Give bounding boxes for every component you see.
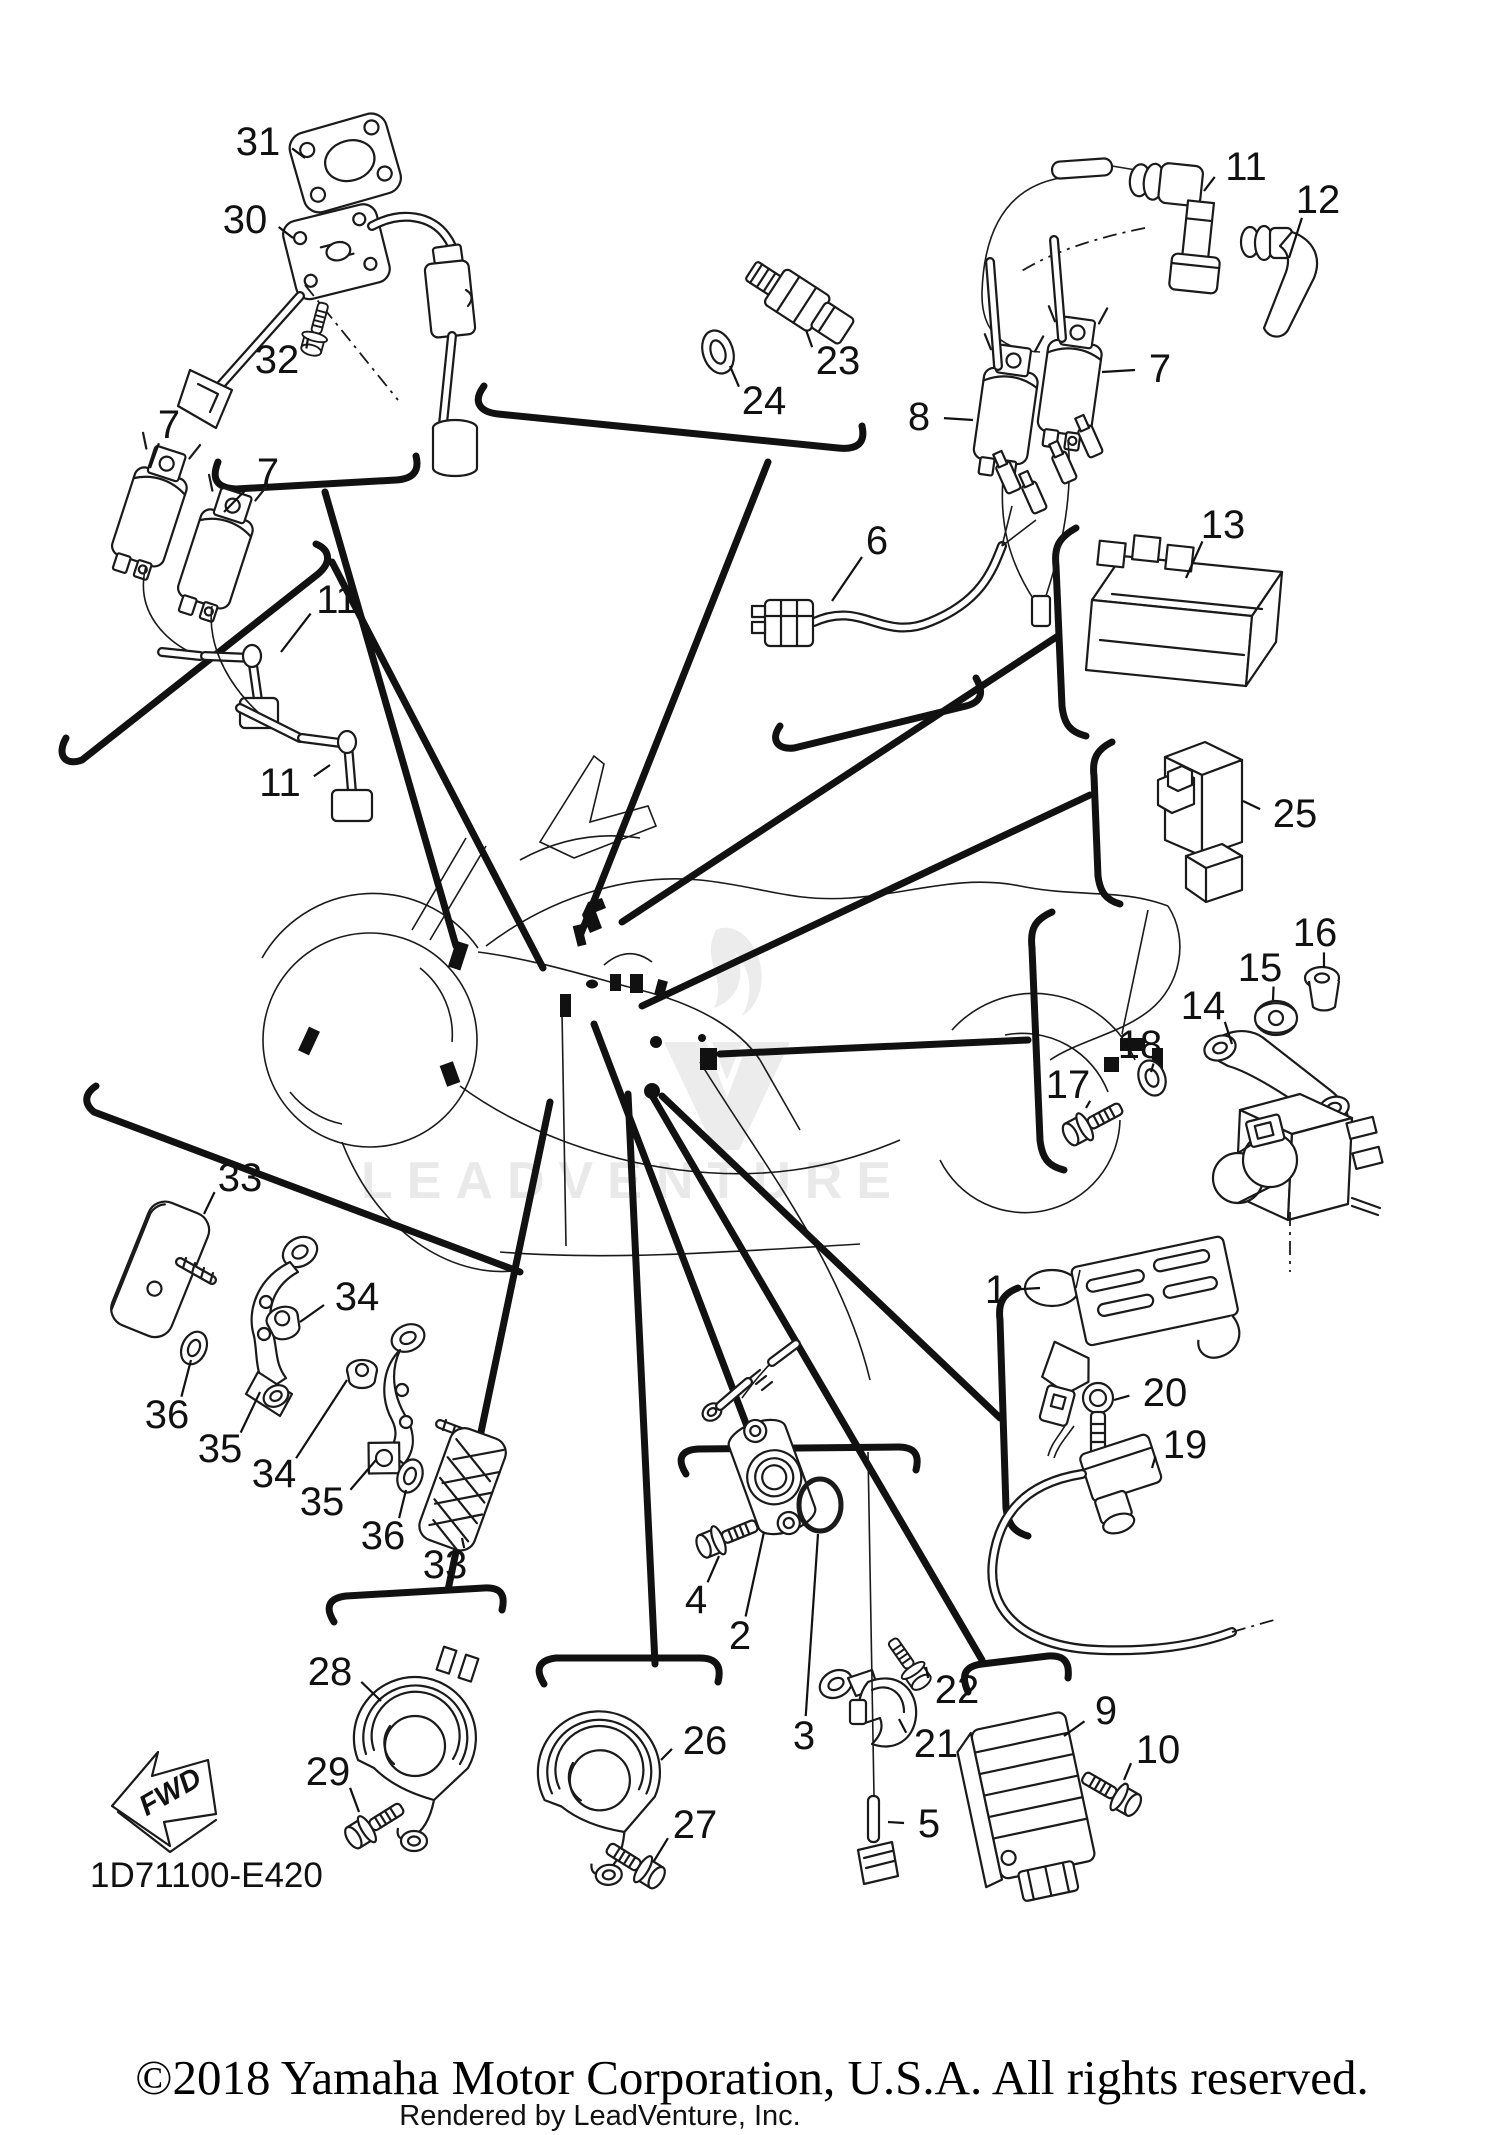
svg-text:11: 11: [316, 578, 358, 622]
reflector-bracket-b: [363, 1319, 429, 1479]
svg-text:3: 3: [792, 1714, 816, 1758]
callout-6-label[interactable]: [832, 519, 888, 601]
part-code: 1D71100-E420: [90, 1856, 323, 1895]
svg-text:7: 7: [256, 451, 280, 495]
part-13-ecu: [1086, 532, 1282, 686]
part-16-collar: [1305, 967, 1339, 1010]
part-5-lead-wire: [858, 1452, 898, 1884]
fwd-label: FWD: [133, 1761, 208, 1823]
svg-text:35: 35: [197, 1427, 243, 1471]
callout-22-label[interactable]: [926, 1667, 979, 1712]
svg-text:25: 25: [1272, 792, 1318, 836]
svg-text:13: 13: [1200, 503, 1246, 547]
callout-36-label[interactable]: [361, 1490, 406, 1558]
v-logo-icon: [664, 1042, 790, 1150]
callout-4-label[interactable]: [685, 1556, 719, 1622]
part-19-pickup-sensor: [992, 1341, 1274, 1650]
callout-15-label[interactable]: [1238, 946, 1283, 1000]
svg-text:23: 23: [815, 339, 861, 383]
callout-7-label[interactable]: [1102, 347, 1171, 391]
svg-text:34: 34: [334, 1275, 380, 1319]
part-7-ignition-coil-c: [1030, 300, 1109, 452]
svg-text:14: 14: [1180, 984, 1226, 1028]
svg-text:12: 12: [1295, 178, 1341, 222]
part-9-rectifier: [954, 1711, 1102, 1909]
svg-text:26: 26: [682, 1719, 728, 1763]
callout-29-label[interactable]: [306, 1750, 359, 1812]
svg-text:30: 30: [222, 198, 268, 242]
svg-text:7: 7: [1148, 347, 1172, 391]
callout-10-label[interactable]: [1124, 1728, 1180, 1780]
svg-text:32: 32: [254, 338, 300, 382]
svg-text:36: 36: [360, 1514, 406, 1558]
callout-27-label[interactable]: [654, 1803, 717, 1861]
callout-36-label[interactable]: [145, 1360, 191, 1437]
callout-24-label[interactable]: [730, 366, 786, 423]
callout-11-label[interactable]: [259, 761, 330, 805]
part-33-reflector-b: [414, 1424, 510, 1557]
callout-18-label[interactable]: [1118, 1023, 1163, 1072]
svg-text:24: 24: [741, 379, 787, 423]
callout-28-label[interactable]: [308, 1650, 381, 1701]
part-12-breather-elbow: [1241, 226, 1317, 337]
part-32-screw: [298, 300, 336, 358]
svg-text:2: 2: [728, 1614, 752, 1658]
svg-text:28: 28: [307, 1650, 353, 1694]
part-34-washer-b: [347, 1360, 377, 1388]
svg-text:11: 11: [1225, 145, 1267, 189]
part-29-bolt: [340, 1795, 409, 1854]
callout-32-label[interactable]: [255, 338, 308, 382]
callout-5-label[interactable]: [888, 1802, 940, 1846]
fwd-arrow: [112, 1752, 216, 1852]
svg-text:1: 1: [984, 1268, 1008, 1312]
svg-text:21: 21: [913, 1722, 959, 1766]
callout-16-label[interactable]: [1293, 911, 1338, 968]
svg-text:19: 19: [1162, 1423, 1208, 1467]
callout-35-label[interactable]: [198, 1392, 260, 1471]
callout-33-label[interactable]: [423, 1538, 468, 1587]
part-11-plug-cap-c: [982, 158, 1230, 352]
callout-25-label[interactable]: [1243, 792, 1317, 836]
callout-9-label[interactable]: [1064, 1689, 1117, 1736]
copyright-text: ©2018 Yamaha Motor Corporation, U.S.A. All rights reserved.: [135, 2050, 1369, 2105]
svg-text:33: 33: [217, 1156, 263, 1200]
callout-19-label[interactable]: [1152, 1423, 1207, 1468]
part-31-gasket: [286, 110, 405, 216]
svg-text:27: 27: [672, 1803, 718, 1847]
svg-text:10: 10: [1135, 1728, 1181, 1772]
svg-text:4: 4: [684, 1578, 708, 1622]
callout-8-label[interactable]: [908, 395, 973, 439]
callout-layer: [145, 120, 1341, 1861]
svg-text:7: 7: [157, 403, 181, 447]
svg-text:17: 17: [1045, 1063, 1091, 1107]
svg-text:9: 9: [1094, 1689, 1118, 1733]
part-14-starter-relay: [1201, 1031, 1383, 1272]
svg-text:20: 20: [1142, 1371, 1188, 1415]
svg-text:15: 15: [1237, 946, 1283, 990]
callout-17-label[interactable]: [1046, 1063, 1091, 1108]
part-23-sensor: [740, 253, 858, 350]
watermark-text: LEADVENTURE: [360, 1152, 906, 1210]
callout-11-label[interactable]: [281, 578, 358, 652]
svg-text:33: 33: [422, 1543, 468, 1587]
callout-33-label[interactable]: [204, 1156, 262, 1214]
part-4-bolt: [692, 1511, 762, 1562]
group-leader-lines: [87, 462, 1090, 1664]
part-15-grommet: [1255, 1001, 1297, 1035]
svg-text:5: 5: [917, 1802, 941, 1846]
svg-text:36: 36: [144, 1393, 190, 1437]
rendered-by-text: Rendered by LeadVenture, Inc.: [399, 2100, 801, 2132]
svg-text:29: 29: [305, 1750, 351, 1794]
callout-26-label[interactable]: [661, 1719, 727, 1763]
svg-text:35: 35: [299, 1480, 345, 1524]
svg-text:6: 6: [865, 519, 889, 563]
part-25-relay: [1158, 742, 1242, 902]
callout-34-label[interactable]: [300, 1275, 379, 1322]
svg-text:18: 18: [1117, 1023, 1163, 1067]
callout-11-label[interactable]: [1204, 145, 1267, 191]
svg-text:34: 34: [251, 1452, 297, 1496]
callout-2-label[interactable]: [729, 1532, 764, 1658]
svg-text:11: 11: [259, 761, 301, 805]
svg-text:31: 31: [235, 120, 281, 164]
part-6-wire-harness: [752, 414, 1103, 646]
callout-20-label[interactable]: [1114, 1371, 1187, 1415]
svg-text:8: 8: [907, 395, 931, 439]
svg-text:22: 22: [934, 1668, 980, 1712]
part-36-washer-a: [176, 1328, 212, 1369]
callout-3-label[interactable]: [793, 1534, 818, 1758]
svg-text:16: 16: [1292, 911, 1338, 955]
